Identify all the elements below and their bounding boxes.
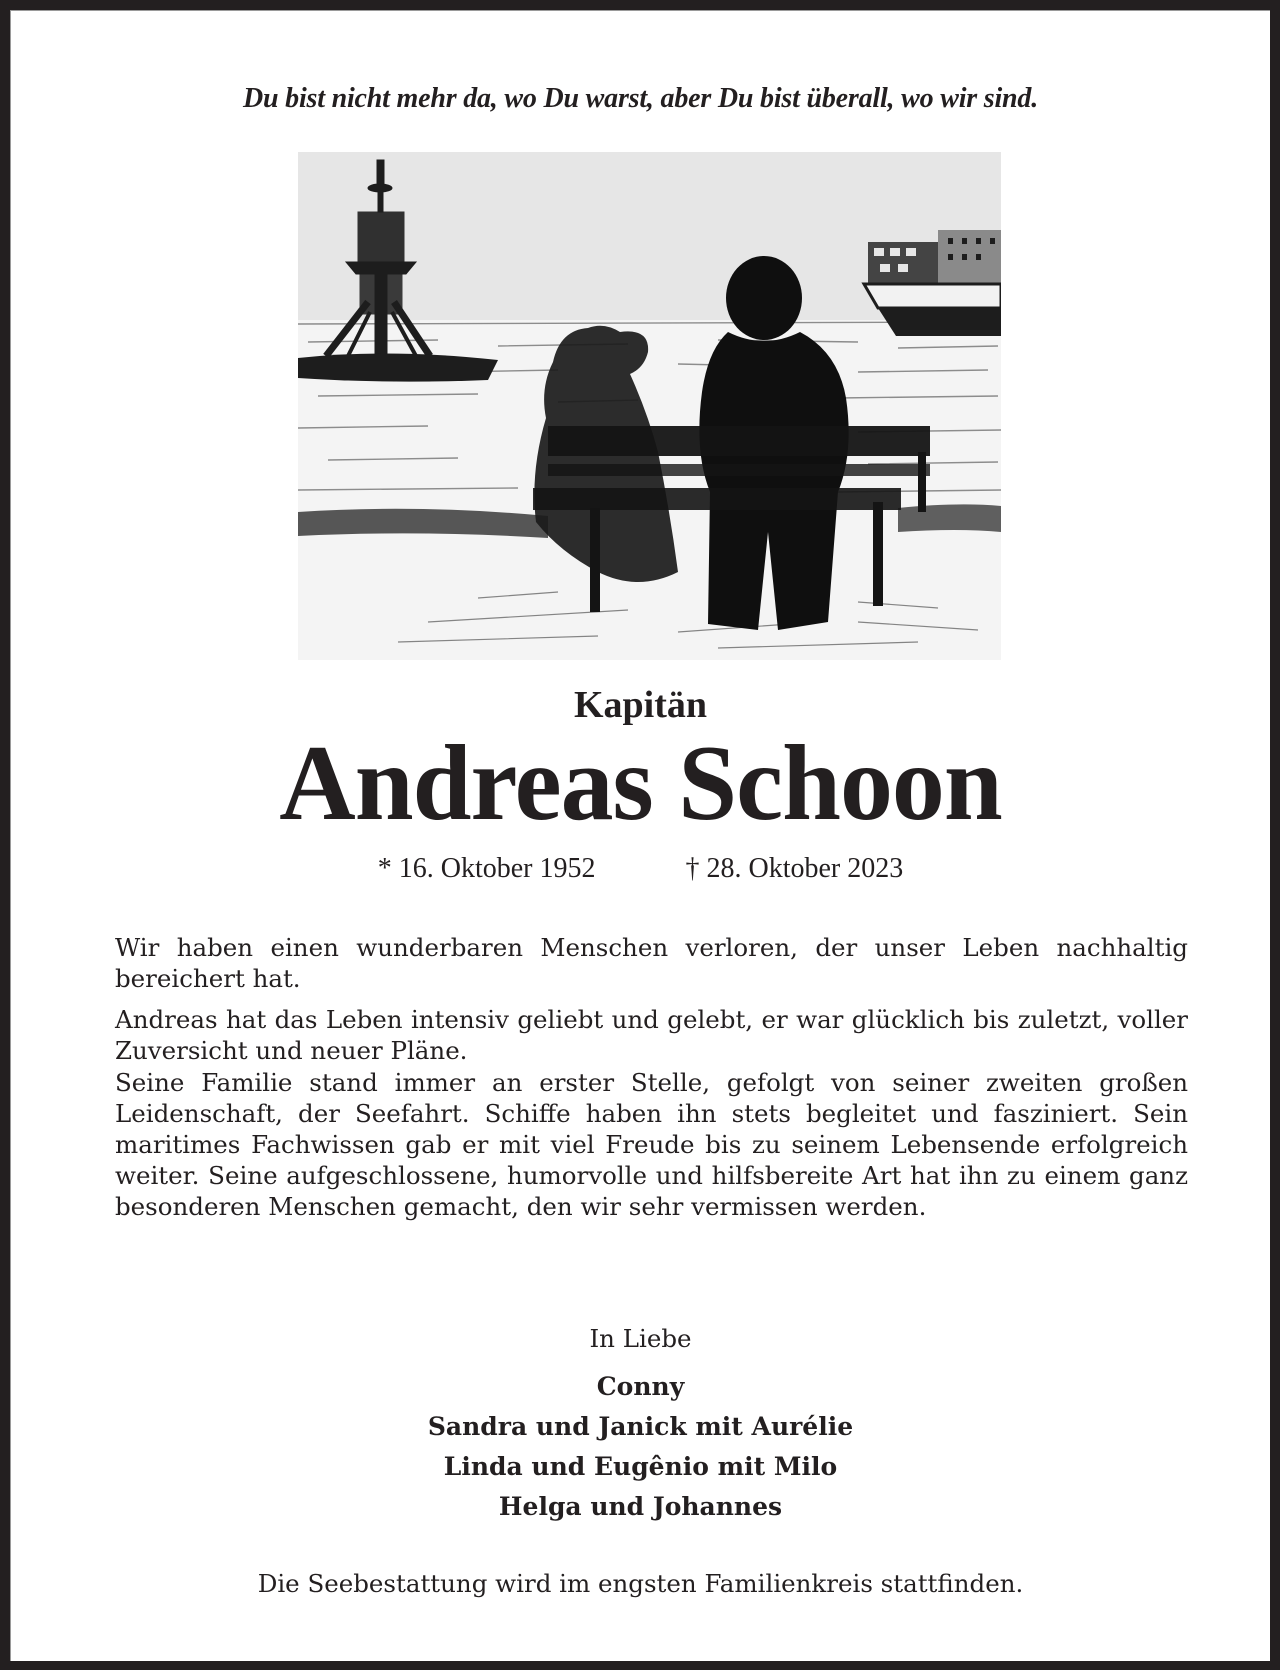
death-date: † 28. Oktober 2023 [685, 853, 904, 884]
memorial-illustration [298, 152, 1001, 660]
family-list [11, 1367, 1270, 1527]
family-member: Linda und Eugênio mit Milo [443, 1452, 838, 1481]
obituary-panel [10, 10, 1270, 1661]
life-dates [11, 853, 1270, 885]
paragraph-3: Seine Familie stand immer an erster Stelle, gefolgt von seiner zweiten großen Leidenschaft, der Seefahrt. Schiffe haben ihn stets begleitet und fasziniert. Sein maritimes Fachwissen gab er mit viel Freude bis zu seinem Lebensende erfolgreich weiter. Seine aufgeschlossene, humorvolle und hilfsbereite Art hat ihn zu einem ganz besonderen Menschen gemacht, den wir sehr vermissen werden. [115, 1068, 1188, 1221]
deceased-name: Andreas Schoon [279, 724, 1002, 843]
family-member: Conny [596, 1372, 685, 1401]
obituary-text [115, 933, 1188, 1233]
family-member: Sandra und Janick mit Aurélie [427, 1412, 854, 1441]
birth-date: * 16. Oktober 1952 [377, 853, 596, 884]
burial-notice: Die Seebestattung wird im engsten Familienkreis stattfinden. [257, 1569, 1024, 1598]
paragraph-1: Wir haben einen wunderbaren Menschen verloren, der unser Leben nachhaltig bereichert hat. [115, 933, 1188, 993]
deceased-title: Kapitän [573, 684, 708, 726]
paragraph-2: Andreas hat das Leben intensiv geliebt und gelebt, er war glücklich bis zuletzt, voller Zuversicht und neuer Pläne. [115, 1004, 1188, 1065]
motto-quote: Du bist nicht mehr da, wo Du warst, aber Du bist überall, wo wir sind. [242, 83, 1039, 114]
closing-phrase: In Liebe [589, 1324, 692, 1353]
family-member: Helga und Johannes [498, 1492, 783, 1521]
